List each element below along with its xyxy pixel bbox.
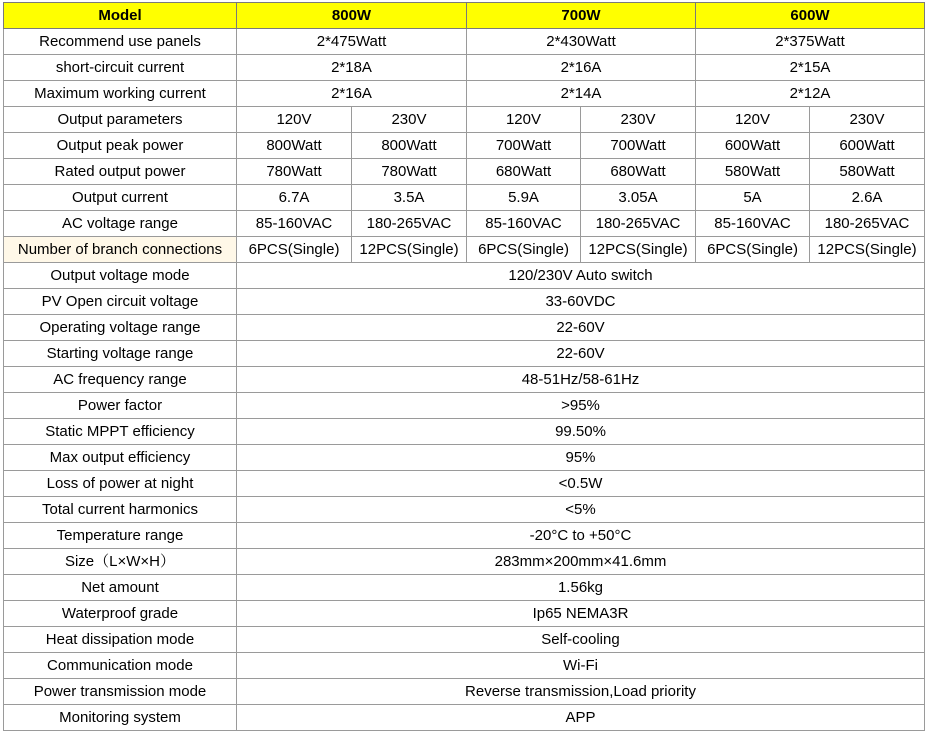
- spec-value: Wi-Fi: [237, 653, 925, 679]
- spec-value: 22-60V: [237, 341, 925, 367]
- spec-label: Static MPPT efficiency: [4, 419, 237, 445]
- spec-value: 2*18A: [237, 55, 467, 81]
- spec-value: 680Watt: [467, 159, 581, 185]
- spec-label: Size（L×W×H）: [4, 549, 237, 575]
- spec-value: 85-160VAC: [467, 211, 581, 237]
- spec-value: 2.6A: [810, 185, 925, 211]
- spec-value: Reverse transmission,Load priority: [237, 679, 925, 705]
- spec-value: 2*430Watt: [467, 29, 696, 55]
- spec-value: APP: [237, 705, 925, 731]
- spec-value: 800Watt: [237, 133, 352, 159]
- spec-row: [4, 627, 925, 653]
- header-model-600w: 600W: [696, 3, 925, 29]
- spec-row: [4, 523, 925, 549]
- spec-value: 12PCS(Single): [810, 237, 925, 263]
- spec-value: 230V: [581, 107, 696, 133]
- spec-value: 2*15A: [696, 55, 925, 81]
- spec-label: Temperature range: [4, 523, 237, 549]
- spec-value: 2*12A: [696, 81, 925, 107]
- spec-row: [4, 445, 925, 471]
- spec-value: 95%: [237, 445, 925, 471]
- spec-value: 6PCS(Single): [696, 237, 810, 263]
- spec-value: 2*16A: [467, 55, 696, 81]
- spec-value: Ip65 NEMA3R: [237, 601, 925, 627]
- spec-value: 680Watt: [581, 159, 696, 185]
- spec-value: 1.56kg: [237, 575, 925, 601]
- spec-label: Monitoring system: [4, 705, 237, 731]
- header-model-800w: 800W: [237, 3, 467, 29]
- spec-value: 22-60V: [237, 315, 925, 341]
- spec-row: [4, 263, 925, 289]
- spec-value: 230V: [810, 107, 925, 133]
- spec-value: 180-265VAC: [810, 211, 925, 237]
- spec-value: 180-265VAC: [581, 211, 696, 237]
- spec-value: 99.50%: [237, 419, 925, 445]
- spec-label: AC voltage range: [4, 211, 237, 237]
- spec-value: 2*16A: [237, 81, 467, 107]
- spec-value: 120V: [237, 107, 352, 133]
- spec-value: 12PCS(Single): [581, 237, 696, 263]
- spec-value: 2*475Watt: [237, 29, 467, 55]
- spec-value: 48-51Hz/58-61Hz: [237, 367, 925, 393]
- spec-row: [4, 367, 925, 393]
- spec-label: Maximum working current: [4, 81, 237, 107]
- spec-label: Output current: [4, 185, 237, 211]
- spec-label: Starting voltage range: [4, 341, 237, 367]
- spec-value: 85-160VAC: [237, 211, 352, 237]
- spec-value: 6PCS(Single): [237, 237, 352, 263]
- spec-row: [4, 107, 925, 133]
- spec-label: PV Open circuit voltage: [4, 289, 237, 315]
- spec-value: 33-60VDC: [237, 289, 925, 315]
- spec-value: 120V: [696, 107, 810, 133]
- spec-value: 700Watt: [581, 133, 696, 159]
- spec-row: [4, 497, 925, 523]
- spec-row: [4, 315, 925, 341]
- spec-label: Total current harmonics: [4, 497, 237, 523]
- spec-label: Rated output power: [4, 159, 237, 185]
- spec-label: Output peak power: [4, 133, 237, 159]
- spec-row: [4, 679, 925, 705]
- spec-row: [4, 55, 925, 81]
- spec-label: Max output efficiency: [4, 445, 237, 471]
- spec-value: 6.7A: [237, 185, 352, 211]
- spec-row: [4, 159, 925, 185]
- spec-table-body: [4, 3, 925, 731]
- spec-label: Net amount: [4, 575, 237, 601]
- spec-row: [4, 393, 925, 419]
- spec-value: 780Watt: [352, 159, 467, 185]
- spec-label: Communication mode: [4, 653, 237, 679]
- spec-row: [4, 549, 925, 575]
- spec-table: [3, 2, 925, 731]
- spec-row: [4, 705, 925, 731]
- spec-value: 180-265VAC: [352, 211, 467, 237]
- spec-value: 5A: [696, 185, 810, 211]
- spec-value: 3.5A: [352, 185, 467, 211]
- spec-row: [4, 237, 925, 263]
- spec-row: [4, 653, 925, 679]
- spec-value: 580Watt: [810, 159, 925, 185]
- spec-value: 600Watt: [810, 133, 925, 159]
- spec-label: Heat dissipation mode: [4, 627, 237, 653]
- spec-label: AC frequency range: [4, 367, 237, 393]
- spec-value: 120V: [467, 107, 581, 133]
- header-model-label: Model: [4, 3, 237, 29]
- spec-value: 800Watt: [352, 133, 467, 159]
- spec-row: [4, 133, 925, 159]
- spec-value: 2*14A: [467, 81, 696, 107]
- spec-value: >95%: [237, 393, 925, 419]
- spec-label: Power factor: [4, 393, 237, 419]
- spec-value: 2*375Watt: [696, 29, 925, 55]
- spec-row: [4, 211, 925, 237]
- spec-value: 580Watt: [696, 159, 810, 185]
- spec-label: Output parameters: [4, 107, 237, 133]
- spec-row: [4, 289, 925, 315]
- spec-value: 283mm×200mm×41.6mm: [237, 549, 925, 575]
- spec-value: 3.05A: [581, 185, 696, 211]
- spec-value: 230V: [352, 107, 467, 133]
- spec-value: 6PCS(Single): [467, 237, 581, 263]
- spec-label: Loss of power at night: [4, 471, 237, 497]
- spec-value: 85-160VAC: [696, 211, 810, 237]
- spec-row: [4, 341, 925, 367]
- spec-row: [4, 81, 925, 107]
- spec-label: Operating voltage range: [4, 315, 237, 341]
- spec-row: [4, 29, 925, 55]
- spec-value: 600Watt: [696, 133, 810, 159]
- spec-label: Number of branch connections: [4, 237, 237, 263]
- spec-row: [4, 575, 925, 601]
- spec-label: short-circuit current: [4, 55, 237, 81]
- spec-label: Power transmission mode: [4, 679, 237, 705]
- header-row: [4, 3, 925, 29]
- spec-value: <5%: [237, 497, 925, 523]
- spec-value: 700Watt: [467, 133, 581, 159]
- spec-label: Recommend use panels: [4, 29, 237, 55]
- spec-value: 120/230V Auto switch: [237, 263, 925, 289]
- spec-label: Waterproof grade: [4, 601, 237, 627]
- spec-value: <0.5W: [237, 471, 925, 497]
- spec-value: 5.9A: [467, 185, 581, 211]
- spec-row: [4, 419, 925, 445]
- spec-row: [4, 471, 925, 497]
- spec-value: 780Watt: [237, 159, 352, 185]
- spec-value: 12PCS(Single): [352, 237, 467, 263]
- spec-row: [4, 185, 925, 211]
- spec-row: [4, 601, 925, 627]
- spec-label: Output voltage mode: [4, 263, 237, 289]
- header-model-700w: 700W: [467, 3, 696, 29]
- spec-value: Self-cooling: [237, 627, 925, 653]
- spec-value: -20°C to +50°C: [237, 523, 925, 549]
